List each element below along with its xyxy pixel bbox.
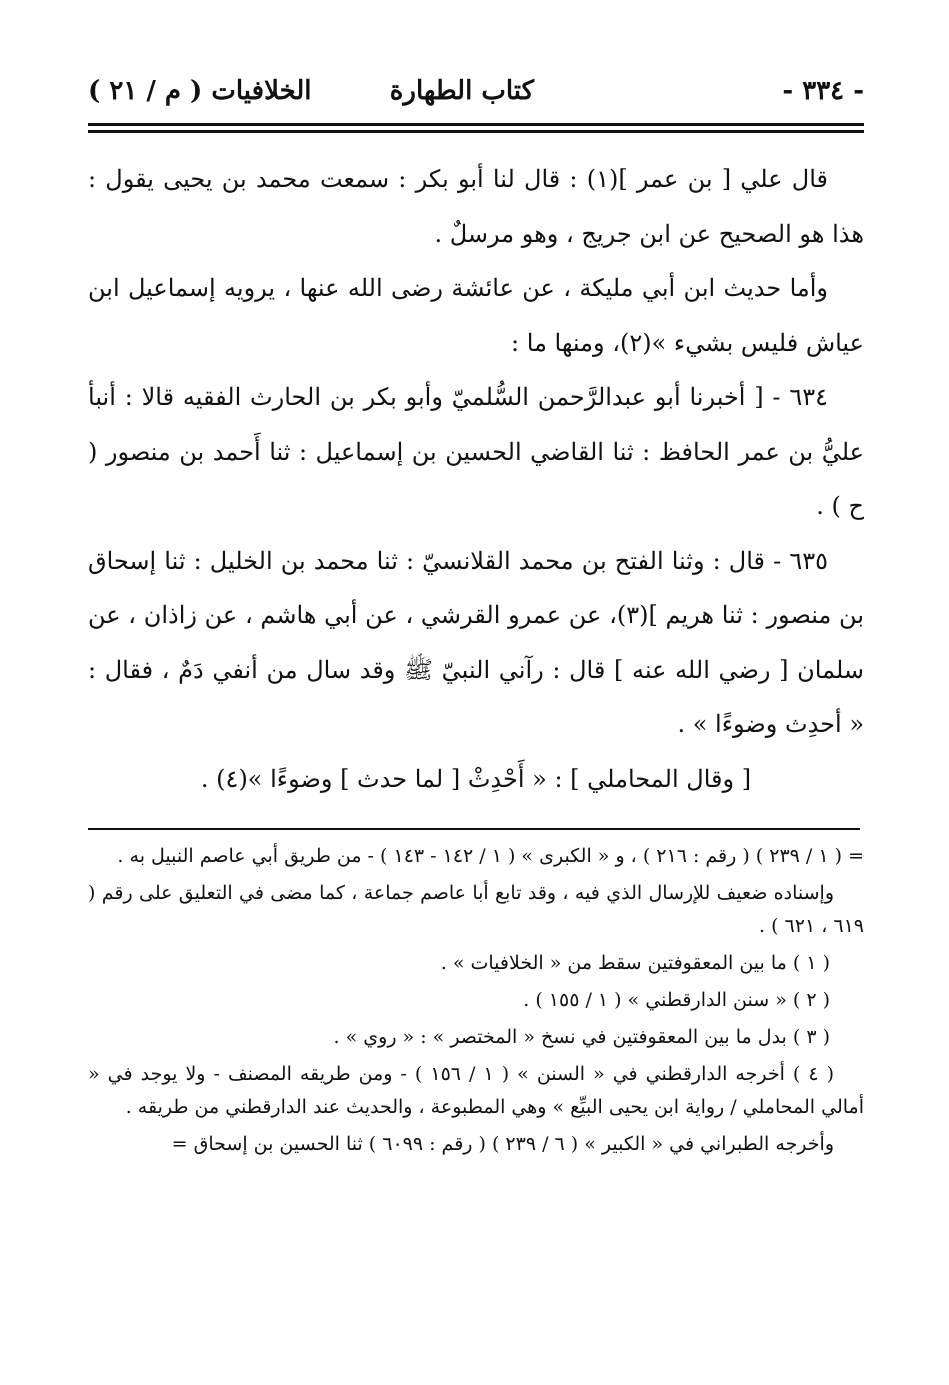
footnote-commentary: وإسناده ضعيف للإرسال الذي فيه ، وقد تابع أبا عاصم جماعة ، كما مضى في التعليق على رقم ( ٦١٩ ، ٦٢١ ) . xyxy=(88,882,864,937)
section-title: الخلافيات ( م / ٢١ ) xyxy=(88,76,312,106)
footnote-3: ( ٣ ) بدل ما بين المعقوفتين في نسخ « المختصر » : « روي » . xyxy=(333,1026,830,1048)
header-rule-top xyxy=(88,123,864,126)
paragraph-mahamili: [ وقال المحاملي ] : « أَحْدِثْ [ لما حدث ] وضوءًا »(٤) . xyxy=(200,764,752,793)
footnote-rule xyxy=(88,828,860,830)
hadith-634: ٦٣٤ - [ أخبرنا أبو عبدالرَّحمن السُّلميّ وأبو بكر بن الحارث الفقيه قالا : أنبأ عليُّ بن عمر الحافظ : ثنا القاضي الحسين بن إسماعيل : ثنا أَحمد بن منصور ( ح ) . xyxy=(88,383,864,520)
book-title: كتاب الطهارة xyxy=(389,76,534,106)
footnote-last: وأخرجه الطبراني في « الكبير » ( ٦ / ٢٣٩ ) ( رقم : ٦٠٩٩ ) ثنا الحسين بن إسحاق = xyxy=(171,1133,834,1155)
header-rule-bottom xyxy=(88,130,864,133)
main-text xyxy=(88,152,864,806)
footnotes xyxy=(88,840,864,1165)
paragraph-2: وأما حديث ابن أبي مليكة ، عن عائشة رضى الله عنها ، يرويه إسماعيل ابن عياش فليس بشيء »(٢)، ومنها ما : xyxy=(88,274,864,357)
page-number: - ٣٣٤ - xyxy=(782,76,864,106)
footnote-continuation: = ( ١ / ٢٣٩ ) ( رقم : ٢١٦ ) ، و « الكبرى » ( ١ / ١٤٢ - ١٤٣ ) - من طريق أبي عاصم النبيل به . xyxy=(117,845,864,867)
paragraph-1: قال علي [ بن عمر ](١) : قال لنا أبو بكر : سمعت محمد بن يحيى يقول : هذا هو الصحيح عن ابن جريج ، وهو مرسلٌ . xyxy=(88,165,864,248)
hadith-635: ٦٣٥ - قال : وثنا الفتح بن محمد القلانسيّ : ثنا محمد بن الخليل : ثنا إسحاق بن منصور : ثنا هريم ](٣)، عن عمرو القرشي ، عن أبي هاشم ، عن زاذان ، عن سلمان [ رضي الله عنه ] قال : رآني النبيّ ﷺ وقد سال من أنفي دَمٌ ، فقال : « أحدِث وضوءًا » . xyxy=(88,546,864,738)
footnote-4: ( ٤ ) أخرجه الدارقطني في « السنن » ( ١ / ١٥٦ ) - ومن طريقه المصنف - ولا يوجد في « أمالي المحاملي / رواية ابن يحيى البيِّع » وهي المطبوعة ، والحديث عند الدارقطني من طريقه . xyxy=(88,1063,864,1118)
running-header xyxy=(88,72,864,116)
footnote-1: ( ١ ) ما بين المعقوفتين سقط من « الخلافيات » . xyxy=(440,952,830,974)
footnote-2: ( ٢ ) « سنن الدارقطني » ( ١ / ١٥٥ ) . xyxy=(523,989,830,1011)
